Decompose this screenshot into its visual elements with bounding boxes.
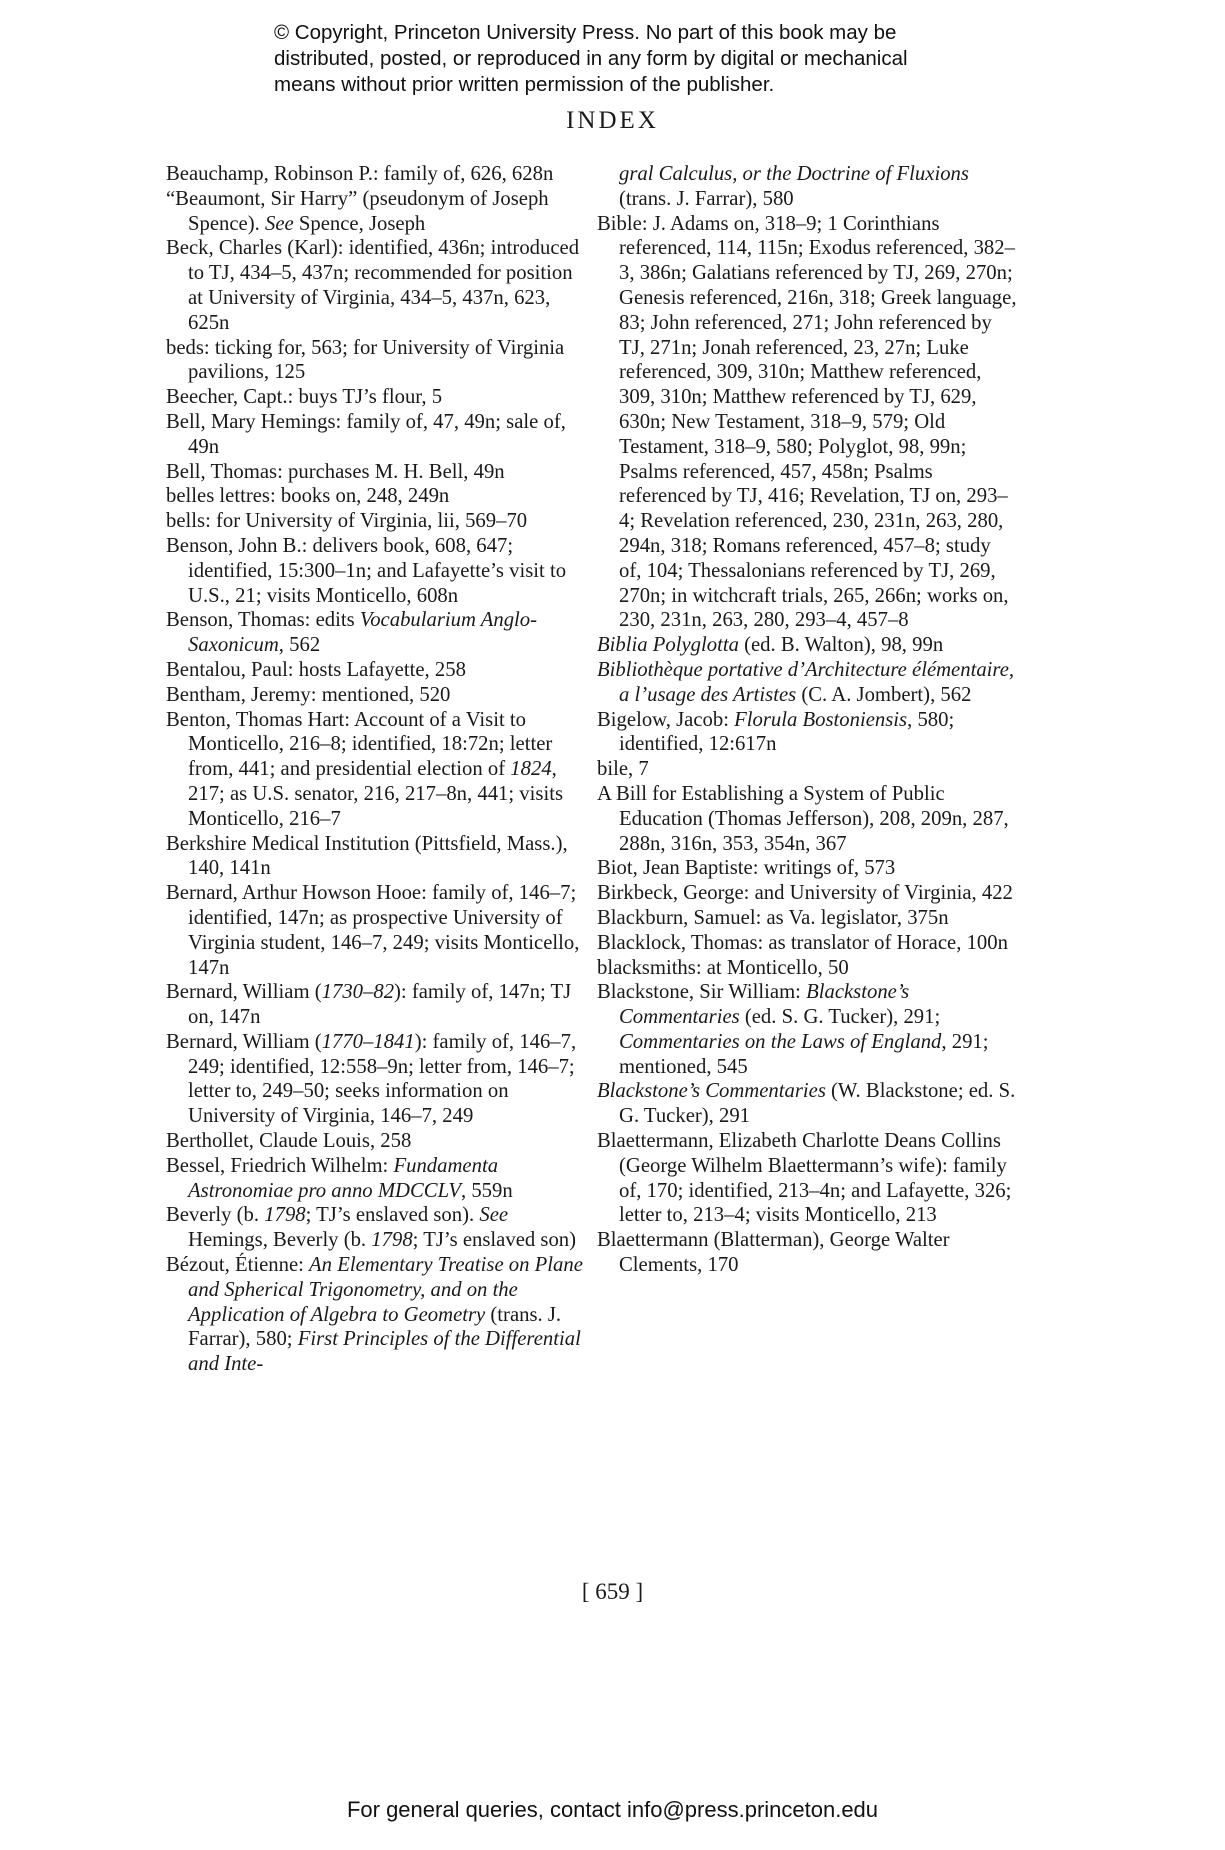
index-entry: Bentalou, Paul: hosts Lafayette, 258 (166, 658, 466, 681)
index-entry: Berthollet, Claude Louis, 258 (166, 1130, 412, 1153)
contact-footer: For general queries, contact info@press.princeton.edu (346, 1797, 879, 1822)
index-entry: belles lettres: books on, 248, 249n (166, 485, 450, 508)
index-entry: Beck, Charles (Karl): identified, 436n; introduced to TJ, 434–5, 437n; recommended for position at University of Virginia, 434–5, 437n, 623, 625n (166, 237, 580, 334)
index-entry: Bible: J. Adams on, 318–9; 1 Corinthians referenced, 114, 115n; Exodus referenced, 382–3, 386n; Galatians referenced by TJ, 269, 270n; Genesis referenced, 216n, 318; Greek language, 83; John referenced, 271; John referenced by TJ, 271n; Jonah referenced, 23, 27n; Luke referenced, 309, 310n; Matthew referenced, 309, 310n; Matthew referenced by TJ, 629, 630n; New Testament, 318–9, 579; Old Testament, 318–9, 580; Polyglot, 98, 99n; Psalms referenced, 457, 458n; Psalms referenced by TJ, 416; Revelation, TJ on, 293–4; Revelation referenced, 230, 231n, 263, 280, 294n, 318; Romans referenced, 457–8; study of, 104; Thessalonians referenced by TJ, 269, 270n; in witchcraft trials, 265, 266n; works on, 230, 231n, 263, 280, 293–4, 457–8 (597, 212, 1017, 632)
index-entry: Biblia Polyglotta (ed. B. Walton), 98, 99n (597, 634, 944, 657)
index-entry: gral Calculus, or the Doctrine of Fluxions (trans. J. Farrar), 580 (619, 163, 969, 210)
index-entry: Biot, Jean Baptiste: writings of, 573 (597, 857, 896, 880)
index-entry: Bell, Mary Hemings: family of, 47, 49n; sale of, 49n (166, 410, 566, 458)
index-entry: blacksmiths: at Monticello, 50 (597, 956, 849, 979)
index-entry: Beauchamp, Robinson P.: family of, 626, 628n (166, 163, 554, 185)
index-entry: bells: for University of Virginia, lii, 569–70 (166, 510, 528, 533)
page-number: [ 659 ] (581, 1579, 644, 1604)
index-entry: beds: ticking for, 563; for University of Virginia pavilions, 125 (166, 336, 565, 384)
index-entry: Blackstone’s Commentaries (W. Blackstone; ed. S. G. Tucker), 291 (597, 1080, 1016, 1128)
index-entry: Bernard, William (1730–82): family of, 147n; TJ on, 147n (166, 981, 572, 1029)
index-entry: Bell, Thomas: purchases M. H. Bell, 49n (166, 460, 505, 483)
page-heading: INDEX (566, 107, 659, 134)
index-entry: Bigelow, Jacob: Florula Bostoniensis, 580; identified, 12:617n (597, 708, 955, 756)
index-column-right (597, 162, 1017, 1278)
index-entry: Bessel, Friedrich Wilhelm: Fundamenta Astronomiae pro anno MDCCLV, 559n (166, 1154, 513, 1202)
index-entry: Bibliothèque portative d’Architecture élémentaire, a l’usage des Artistes (C. A. Jombert), 562 (597, 658, 1015, 706)
index-entry: Birkbeck, George: and University of Virginia, 422 (597, 882, 1013, 905)
index-entry: Benson, Thomas: edits Vocabularium Anglo-Saxonicum, 562 (166, 609, 538, 657)
copyright-line-2: distributed, posted, or reproduced in any form by digital or mechanical (274, 47, 908, 70)
index-entry: Bézout, Étienne: An Elementary Treatise on Plane and Spherical Trigonometry, and on the Application of Algebra to Geometry (trans. J. Farrar), 580; First Principles of the Differential and Inte- (166, 1254, 583, 1376)
index-entry: Blackburn, Samuel: as Va. legislator, 375n (597, 906, 949, 929)
index-entry: bile, 7 (597, 758, 649, 781)
index-entry: Benson, John B.: delivers book, 608, 647; identified, 15:300–1n; and Lafayette’s visit to U.S., 21; visits Monticello, 608n (166, 534, 567, 607)
index-entry: Beverly (b. 1798; TJ’s enslaved son). See Hemings, Beverly (b. 1798; TJ’s enslaved son) (166, 1204, 577, 1252)
index-entry: Berkshire Medical Institution (Pittsfield, Mass.), 140, 141n (166, 832, 568, 880)
index-entry: Blaettermann, Elizabeth Charlotte Deans Collins (George Wilhelm Blaettermann’s wife): family of, 170; identified, 213–4n; and Lafayette, 326; letter to, 213–4; visits Monticello, 213 (597, 1130, 1012, 1227)
index-entry: “Beaumont, Sir Harry” (pseudonym of Joseph Spence). See Spence, Joseph (166, 187, 549, 235)
index-entry: Bernard, Arthur Howson Hooe: family of, 146–7; identified, 147n; as prospective University of Virginia student, 146–7, 249; visits Monticello, 147n (166, 882, 580, 979)
index-entry: Blaettermann (Blatterman), George Walter Clements, 170 (597, 1229, 950, 1277)
index-entry: Blackstone, Sir William: Blackstone’s Commentaries (ed. S. G. Tucker), 291; Commentaries on the Laws of England, 291; mentioned, 545 (597, 981, 989, 1078)
index-entry: Bernard, William (1770–1841): family of, 146–7, 249; identified, 12:558–9n; letter from, 146–7; letter to, 249–50; seeks information on University of Virginia, 146–7, 249 (166, 1030, 577, 1128)
copyright-line-3: means without prior written permission of the publisher. (274, 73, 775, 96)
index-entry: A Bill for Establishing a System of Public Education (Thomas Jefferson), 208, 209n, 287, 288n, 316n, 353, 354n, 367 (597, 782, 1009, 855)
index-entry: Beecher, Capt.: buys TJ’s flour, 5 (166, 386, 443, 409)
copyright-notice (274, 20, 1034, 98)
index-entry: Bentham, Jeremy: mentioned, 520 (166, 683, 451, 706)
index-column-left (166, 162, 586, 1377)
copyright-line-1: © Copyright, Princeton University Press. No part of this book may be (274, 21, 897, 44)
index-entry: Benton, Thomas Hart: Account of a Visit to Monticello, 216–8; identified, 18:72n; letter from, 441; and presidential election of 1824, 217; as U.S. senator, 216, 217–8n, 441; visits Monticello, 216–7 (166, 708, 563, 830)
index-entry: Blacklock, Thomas: as translator of Horace, 100n (597, 931, 1008, 954)
